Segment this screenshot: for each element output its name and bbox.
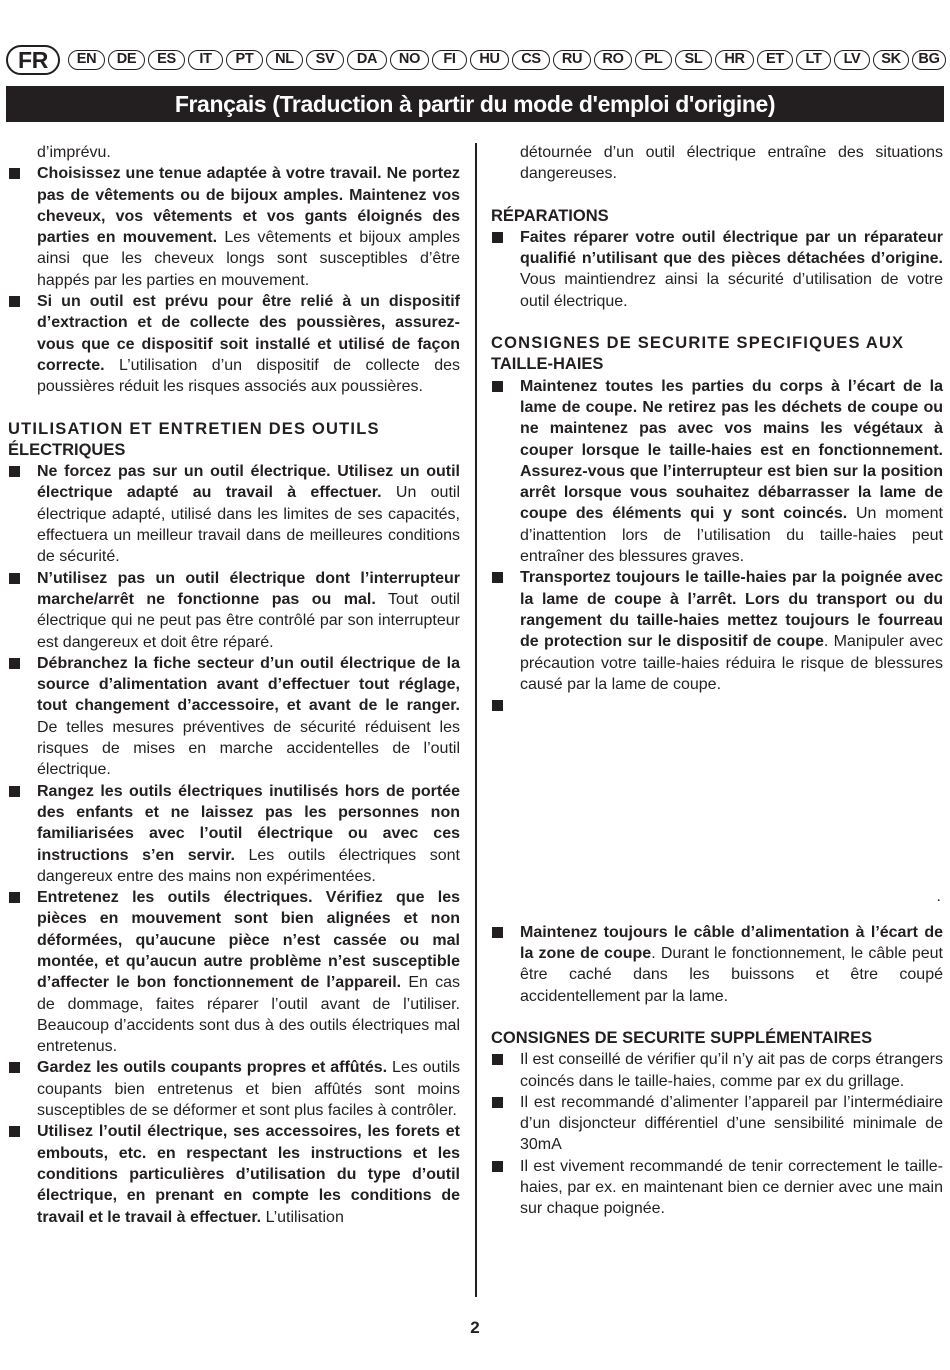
lang-tab-fi[interactable]: FI bbox=[432, 50, 467, 70]
list-item: Débranchez la fiche secteur d’un outil électrique de la source d’alimentation avant d’effectuer tout réglage, tout changement d’accessoire, et avant de le ranger. De telles mesures préventives de sécurité réduisent les risques de mises en marche accidentelles de l’outil électrique. bbox=[8, 653, 460, 781]
page-number: 2 bbox=[470, 1318, 480, 1337]
list-item: Faites réparer votre outil électrique par un réparateur qualifié n’utilisant que des pièces détachées d’origine. Vous maintiendrez ainsi la sécurité d’utilisation de votre outil électrique. bbox=[491, 227, 943, 312]
lang-tab-cs[interactable]: CS bbox=[512, 50, 550, 70]
lang-tab-lv[interactable]: LV bbox=[834, 50, 870, 70]
section-heading: UTILISATION ET ENTRETIEN DES OUTILS ÉLECTRIQUES bbox=[8, 419, 380, 459]
lang-tab-et[interactable]: ET bbox=[757, 50, 793, 70]
list-item: Maintenez toutes les parties du corps à l’écart de la lame de coupe. Ne retirez pas les déchets de coupe ou ne maintenez pas avec vos mains les végétaux à couper lorsque le taille-haies est en fonctionnement. Assurez-vous que l’interrupteur est bien sur la position arrêt lorsque vous souhaitez débarrasser la lame de coupe des éléments qui y sont coincés. Un moment d’inattention lors de l’utilisation du taille-haies peut entraîner des blessures graves. bbox=[491, 376, 943, 568]
lang-tab-en[interactable]: EN bbox=[68, 50, 105, 70]
list-item: Il est vivement recommandé de tenir correctement le taille-haies, par ex. en maintenant bien ce dernier avec une main sur chaque poignée. bbox=[491, 1156, 943, 1220]
lang-tab-bg[interactable]: BG bbox=[912, 50, 946, 70]
lang-tab-no[interactable]: NO bbox=[390, 50, 429, 70]
right-column bbox=[491, 142, 943, 1220]
lang-tab-it[interactable]: IT bbox=[188, 50, 223, 70]
continuation-text: d’imprévu. bbox=[37, 144, 111, 161]
section-heading: CONSIGNES DE SECURITE SPECIFIQUES AUX TAILLE-HAIES bbox=[491, 334, 905, 374]
empty-list-item bbox=[491, 695, 943, 716]
list-item: N’utilisez pas un outil électrique dont l’interrupteur marche/arrêt ne fonctionne pas ou mal. Tout outil électrique qui ne peut pas être contrôlé par son interrupteur est dangereux et doit être réparé. bbox=[8, 568, 460, 653]
lang-tab-pl[interactable]: PL bbox=[635, 50, 672, 70]
lang-tab-hr[interactable]: HR bbox=[715, 50, 754, 70]
lang-tab-sk[interactable]: SK bbox=[873, 50, 909, 70]
list-item: Entretenez les outils électriques. Vérifiez que les pièces en mouvement sont bien alignées et non déformées, qu’aucune pièce n’est cassée ou mal montée, et qu’aucun autre problème n’est susceptible d’affecter le bon fonctionnement de l’appareil. En cas de dommage, faites réparer l’outil avant de l’utiliser. Beaucoup d’accidents sont dus à des outils électriques mal entretenus. bbox=[8, 887, 460, 1057]
lang-tab-da[interactable]: DA bbox=[347, 50, 387, 70]
list-item: Gardez les outils coupants propres et affûtés. Les outils coupants bien entretenus et bien affûtés sont moins susceptibles de se déformer et sont plus faciles à contrôler. bbox=[8, 1057, 460, 1121]
language-selector bbox=[6, 45, 946, 75]
lang-tab-ro[interactable]: RO bbox=[594, 50, 632, 70]
list-item: Il est conseillé de vérifier qu’il n’y ait pas de corps étrangers coincés dans le taille-haies, comme par ex du grillage. bbox=[491, 1049, 943, 1092]
lang-tab-sl[interactable]: SL bbox=[675, 50, 712, 70]
lang-tab-de[interactable]: DE bbox=[108, 50, 145, 70]
section-heading: CONSIGNES DE SECURITE SUPPLÉMENTAIRES bbox=[491, 1028, 873, 1047]
lang-tab-nl[interactable]: NL bbox=[266, 50, 303, 70]
list-item: Ne forcez pas sur un outil électrique. Utilisez un outil électrique adapté au travail à effectuer. Un outil électrique adapté, utilisé dans les limites de ses capacités, effectuera un meilleur travail dans de meilleures conditions de sécurité. bbox=[8, 461, 460, 567]
list-item: Maintenez toujours le câble d’alimentation à l’écart de la zone de coupe. Durant le fonctionnement, le câble peut être caché dans les buissons et être coupé accidentellement par la lame. bbox=[491, 922, 943, 1007]
lang-tab-hu[interactable]: HU bbox=[470, 50, 509, 70]
list-item: Il est recommandé d’alimenter l’appareil par l’intermédiaire d’un disjoncteur différentiel d’une sensibilité minimale de 30mA bbox=[491, 1092, 943, 1156]
lang-tab-ru[interactable]: RU bbox=[553, 50, 591, 70]
list-item: Utilisez l’outil électrique, ses accessoires, les forets et embouts, etc. en respectant les instructions et les conditions particulières d’utilisation du type d’outil électrique, en prenant en compte les conditions de travail et le travail à effectuer. L’utilisation bbox=[8, 1121, 460, 1227]
list-item: Si un outil est prévu pour être relié à un dispositif d’extraction et de collecte des poussières, assurez-vous que ce dispositif soit installé et utilisé de façon correcte. L’utilisation d’un dispositif de collecte des poussières réduit les risques associés aux poussières. bbox=[8, 291, 460, 397]
lang-tab-sv[interactable]: SV bbox=[306, 50, 344, 70]
list-item: Rangez les outils électriques inutilisés hors de portée des enfants et ne laissez pas les personnes non familiarisées avec l’outil électrique ou avec ces instructions s’en servir. Les outils électriques sont dangereux entre des mains non expérimentées. bbox=[8, 781, 460, 887]
lang-tab-es[interactable]: ES bbox=[148, 50, 185, 70]
stray-dot: . bbox=[936, 888, 941, 906]
section-banner: Français (Traduction à partir du mode d'emploi d'origine) bbox=[6, 86, 944, 122]
left-column bbox=[8, 142, 460, 1228]
list-item: Transportez toujours le taille-haies par la poignée avec la lame de coupe à l’arrêt. Lors du transport ou du rangement du taille-haies mettez toujours le fourreau de protection sur le dispositif de coupe. Manipuler avec précaution votre taille-haies réduira le risque de blessures causé par la lame de coupe. bbox=[491, 567, 943, 695]
section-heading: RÉPARATIONS bbox=[491, 206, 609, 225]
lang-tab-pt[interactable]: PT bbox=[226, 50, 263, 70]
lang-tab-fr[interactable]: FR bbox=[6, 45, 60, 75]
lang-tab-lt[interactable]: LT bbox=[796, 50, 831, 70]
list-item: Choisissez une tenue adaptée à votre travail. Ne portez pas de vêtements ou de bijoux amples. Maintenez vos cheveux, vos vêtements et vos gants éloignés des parties en mouvement. Les vêtements et bijoux amples ainsi que les cheveux longs sont susceptibles d’être happés par les parties en mouvement. bbox=[8, 163, 460, 291]
continuation-text: détournée d’un outil électrique entraîne des situations dangereuses. bbox=[520, 144, 943, 183]
column-divider bbox=[475, 143, 477, 1297]
